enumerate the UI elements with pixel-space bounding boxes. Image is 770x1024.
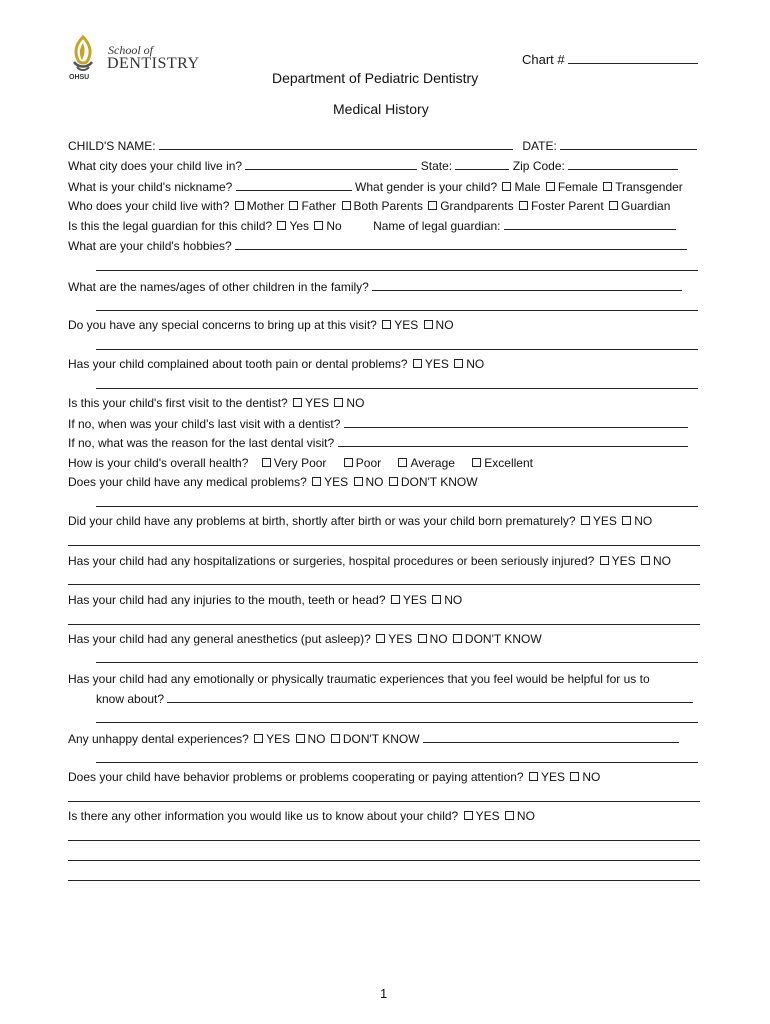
unhappy-dental-label: Any unhappy dental experiences? [68, 732, 249, 746]
grandparents-label: Grandparents [440, 199, 514, 213]
both-parents-label: Both Parents [353, 199, 423, 213]
tooth-pain-line[interactable] [96, 388, 698, 389]
nickname-label: What is your child's nickname? [68, 180, 233, 194]
first-visit-no-checkbox[interactable] [334, 398, 343, 407]
birth-problems-no-checkbox[interactable] [622, 516, 631, 525]
injuries-label: Has your child had any injuries to the mouth, teeth or head? [68, 593, 386, 607]
lives-with-row [68, 199, 670, 213]
first-visit-no-label: NO [346, 396, 365, 410]
behavior-no-checkbox[interactable] [570, 772, 579, 781]
unhappy-dental-row [68, 731, 679, 746]
child-name-blank[interactable] [159, 138, 513, 150]
injuries-yes-label: YES [402, 593, 427, 607]
injuries-no-checkbox[interactable] [432, 595, 441, 604]
legal-guardian-yes-checkbox[interactable] [277, 221, 286, 230]
hobbies-extra-line[interactable] [96, 270, 698, 271]
other-children-row [68, 279, 682, 294]
mother-checkbox[interactable] [235, 201, 244, 210]
last-reason-blank[interactable] [338, 435, 688, 447]
chart-number-field [522, 52, 698, 67]
mother-label: Mother [246, 199, 285, 213]
department-title: Department of Pediatric Dentistry [272, 70, 479, 86]
city-label: What city does your child live in? [68, 159, 243, 173]
grandparents-checkbox[interactable] [428, 201, 437, 210]
tooth-pain-yes-label: YES [424, 357, 449, 371]
legal-guardian-label: Is this the legal guardian for this child? [68, 219, 273, 233]
nickname-blank[interactable] [236, 179, 352, 191]
last-visit-row [68, 416, 688, 431]
state-label: State: [420, 159, 453, 173]
unhappy-dental-yes-label: YES [266, 732, 291, 746]
hospitalizations-line[interactable] [68, 584, 700, 585]
overall-health-row [68, 456, 533, 470]
other-info-line-3[interactable] [68, 880, 700, 881]
behavior-yes-label: YES [540, 770, 565, 784]
excellent-checkbox[interactable] [472, 458, 481, 467]
legal-guardian-name-label: Name of legal guardian: [373, 219, 501, 233]
other-info-label: Is there any other information you would like us to know about your child? [68, 809, 459, 823]
traumatic-line[interactable] [96, 722, 698, 723]
birth-problems-line[interactable] [68, 545, 700, 546]
city-blank[interactable] [245, 158, 417, 170]
logo-school-of: School of [108, 43, 153, 57]
unhappy-dental-dont-know-label: DON'T KNOW [342, 732, 420, 746]
medical-problems-dont-know-label: DON'T KNOW [400, 475, 478, 489]
unhappy-dental-blank[interactable] [423, 731, 679, 743]
injuries-no-label: NO [444, 593, 463, 607]
unhappy-dental-no-checkbox[interactable] [296, 734, 305, 743]
tooth-pain-no-checkbox[interactable] [454, 359, 463, 368]
transgender-label: Transgender [615, 180, 683, 194]
foster-parent-label: Foster Parent [530, 199, 604, 213]
female-checkbox[interactable] [546, 182, 555, 191]
father-checkbox[interactable] [289, 201, 298, 210]
other-info-no-checkbox[interactable] [505, 811, 514, 820]
hospitalizations-row [68, 554, 671, 568]
special-concerns-label: Do you have any special concerns to bring up at this visit? [68, 318, 377, 332]
other-children-blank[interactable] [372, 279, 682, 291]
first-visit-yes-checkbox[interactable] [293, 398, 302, 407]
tooth-pain-row [68, 357, 484, 371]
traumatic-row [68, 672, 650, 686]
other-children-label: What are the names/ages of other children in the family? [68, 280, 369, 294]
hobbies-row [68, 238, 687, 253]
tooth-pain-yes-checkbox[interactable] [413, 359, 422, 368]
first-visit-label: Is this your child's first visit to the dentist? [68, 396, 288, 410]
injuries-line[interactable] [68, 624, 700, 625]
state-blank[interactable] [455, 158, 509, 170]
page-number: 1 [380, 986, 388, 1001]
unhappy-dental-dont-know-checkbox[interactable] [331, 734, 340, 743]
other-info-no-label: NO [516, 809, 535, 823]
gender-label: What gender is your child? [355, 180, 498, 194]
special-concerns-yes-checkbox[interactable] [382, 320, 391, 329]
birth-problems-yes-checkbox[interactable] [581, 516, 590, 525]
hobbies-label: What are your child's hobbies? [68, 239, 232, 253]
child-name-label: CHILD'S NAME: [68, 139, 156, 153]
hospitalizations-yes-checkbox[interactable] [600, 556, 609, 565]
poor-checkbox[interactable] [344, 458, 353, 467]
ohsu-dentistry-logo [66, 34, 216, 86]
hobbies-blank[interactable] [235, 238, 687, 250]
lives-with-label: Who does your child live with? [68, 199, 230, 213]
tooth-pain-no-label: NO [466, 357, 485, 371]
anesthetics-yes-label: YES [388, 632, 413, 646]
female-label: Female [557, 180, 598, 194]
legal-guardian-no-checkbox[interactable] [314, 221, 323, 230]
male-checkbox[interactable] [502, 182, 511, 191]
date-blank[interactable] [560, 138, 697, 150]
anesthetics-no-checkbox[interactable] [418, 634, 427, 643]
traumatic-row-2 [96, 691, 693, 706]
nickname-row [68, 179, 683, 194]
legal-guardian-name-blank[interactable] [504, 218, 676, 230]
special-concerns-row [68, 318, 454, 332]
medical-problems-row [68, 475, 478, 489]
foster-parent-checkbox[interactable] [519, 201, 528, 210]
poor-label: Poor [355, 456, 382, 470]
hospitalizations-no-label: NO [653, 554, 671, 568]
medical-problems-no-label: NO [365, 475, 384, 489]
very-poor-checkbox[interactable] [262, 458, 271, 467]
anesthetics-row [68, 632, 542, 646]
logo-ohsu: OHSU [69, 74, 90, 81]
tooth-pain-label: Has your child complained about tooth pain or dental problems? [68, 357, 408, 371]
medical-problems-dont-know-checkbox[interactable] [389, 477, 398, 486]
traumatic-label-2: know about? [96, 692, 165, 706]
child-name-row [68, 138, 697, 153]
special-concerns-no-label: NO [435, 318, 454, 332]
medical-problems-yes-label: YES [324, 475, 349, 489]
chart-number-blank[interactable] [568, 52, 698, 64]
injuries-yes-checkbox[interactable] [391, 595, 400, 604]
medical-problems-line[interactable] [96, 506, 698, 507]
anesthetics-label: Has your child had any general anesthetics (put asleep)? [68, 632, 371, 646]
other-info-line-2[interactable] [68, 860, 700, 861]
last-reason-row [68, 435, 688, 450]
unhappy-dental-no-label: NO [307, 732, 326, 746]
other-info-line-1[interactable] [68, 840, 700, 841]
hospitalizations-yes-label: YES [611, 554, 636, 568]
other-info-row [68, 809, 535, 823]
transgender-checkbox[interactable] [603, 182, 612, 191]
birth-problems-row [68, 514, 652, 528]
traumatic-label: Has your child had any emotionally or physically traumatic experiences that you feel would be helpful for us to [68, 672, 650, 686]
unhappy-dental-line[interactable] [96, 762, 698, 763]
special-concerns-no-checkbox[interactable] [424, 320, 433, 329]
last-reason-label: If no, what was the reason for the last dental visit? [68, 436, 335, 450]
medical-problems-yes-checkbox[interactable] [312, 477, 321, 486]
behavior-no-label: NO [582, 770, 601, 784]
medical-problems-no-checkbox[interactable] [354, 477, 363, 486]
father-label: Father [301, 199, 337, 213]
form-title: Medical History [333, 101, 429, 117]
both-parents-checkbox[interactable] [342, 201, 351, 210]
birth-problems-yes-label: YES [592, 514, 617, 528]
zip-label: Zip Code: [512, 159, 565, 173]
birth-problems-label: Did your child have any problems at birth, shortly after birth or was your child born prematurely? [68, 514, 576, 528]
traumatic-blank[interactable] [167, 691, 693, 703]
anesthetics-no-label: NO [429, 632, 448, 646]
behavior-line[interactable] [68, 801, 700, 802]
torch-emblem-icon [68, 34, 98, 74]
anesthetics-dont-know-checkbox[interactable] [453, 634, 462, 643]
behavior-row [68, 770, 600, 784]
other-info-yes-label: YES [475, 809, 500, 823]
injuries-row [68, 593, 462, 607]
excellent-label: Excellent [484, 456, 533, 470]
anesthetics-dont-know-label: DON'T KNOW [464, 632, 542, 646]
behavior-yes-checkbox[interactable] [529, 772, 538, 781]
last-visit-label: If no, when was your child's last visit with a dentist? [68, 417, 341, 431]
date-label: DATE: [522, 139, 557, 153]
special-concerns-line[interactable] [96, 349, 698, 350]
overall-health-label: How is your child's overall health? [68, 456, 249, 470]
average-checkbox[interactable] [398, 458, 407, 467]
legal-guardian-no-label: No [326, 219, 342, 233]
special-concerns-yes-label: YES [394, 318, 419, 332]
legal-guardian-row [68, 218, 676, 233]
city-row [68, 158, 678, 173]
first-visit-row [68, 396, 364, 410]
medical-problems-label: Does your child have any medical problems? [68, 475, 307, 489]
hospitalizations-no-checkbox[interactable] [641, 556, 650, 565]
male-label: Male [514, 180, 541, 194]
average-label: Average [410, 456, 455, 470]
birth-problems-no-label: NO [634, 514, 653, 528]
guardian-label: Guardian [621, 199, 671, 213]
legal-guardian-yes-label: Yes [289, 219, 310, 233]
other-info-yes-checkbox[interactable] [464, 811, 473, 820]
anesthetics-yes-checkbox[interactable] [376, 634, 385, 643]
chart-number-label: Chart # [522, 52, 565, 67]
anesthetics-line[interactable] [96, 662, 698, 663]
other-children-extra-line[interactable] [96, 310, 698, 311]
unhappy-dental-yes-checkbox[interactable] [254, 734, 263, 743]
last-visit-blank[interactable] [344, 416, 688, 428]
guardian-checkbox[interactable] [609, 201, 618, 210]
first-visit-yes-label: YES [305, 396, 330, 410]
behavior-label: Does your child have behavior problems or problems cooperating or paying attention? [68, 770, 524, 784]
hospitalizations-label: Has your child had any hospitalizations or surgeries, hospital procedures or been seriously injured? [68, 554, 595, 568]
zip-blank[interactable] [568, 158, 678, 170]
very-poor-label: Very Poor [273, 456, 327, 470]
logo-dentistry: DENTISTRY [107, 55, 200, 72]
